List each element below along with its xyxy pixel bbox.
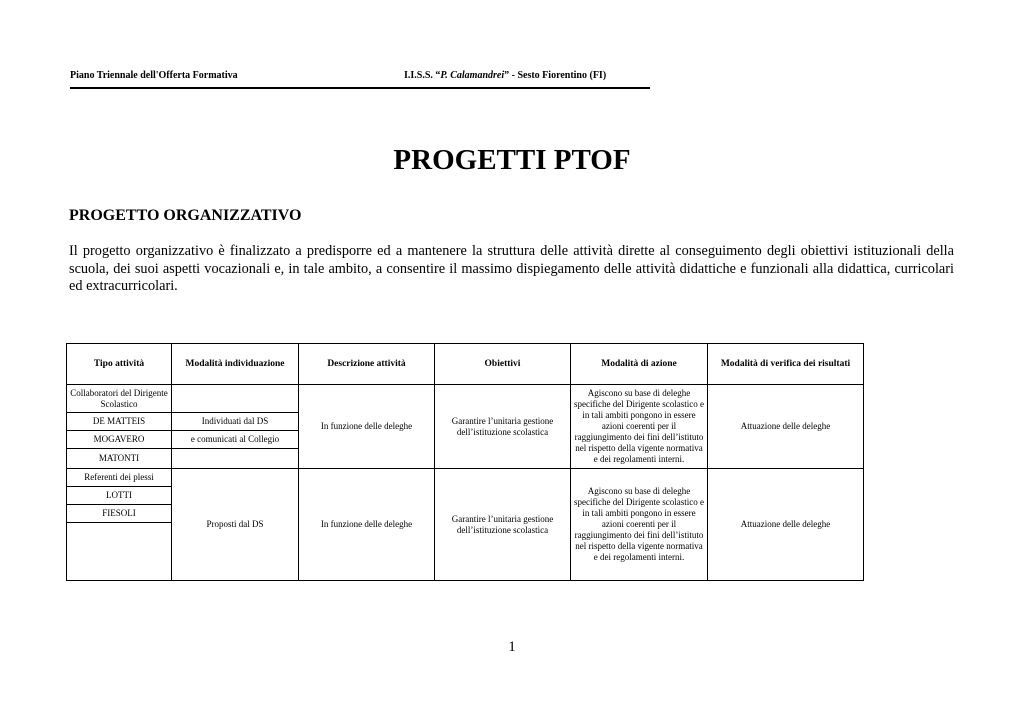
projects-table [66,343,864,581]
table-cell: In funzione delle deleghe [299,469,435,581]
header-school-italic: P. Calamandrei [440,70,505,81]
table-cell: Agiscono su base di deleghe specifiche del Dirigente scolastico e in tali ambiti pongono in essere azioni coerenti per il raggiungimento dei fini dell’istituto nel rispetto della vigente normativa e dei regolamenti interni. [571,469,708,581]
column-header: Obiettivi [435,344,571,385]
table-cell: Agiscono su base di deleghe specifiche del Dirigente scolastico e in tali ambiti pongono in essere azioni coerenti per il raggiungimento dei fini dell’istituto nel rispetto della vigente normativa e dei regolamenti interni. [571,385,708,469]
column-header: Modalità individuazione [172,344,299,385]
header-school-prefix: I.I.S.S. “ [404,70,441,81]
column-header: Tipo attività [67,344,172,385]
table-cell: In funzione delle deleghe [299,385,435,469]
page-title: PROGETTI PTOF [393,144,631,176]
page-number: 1 [508,639,516,655]
table-cell: Attuazione delle deleghe [708,469,864,581]
table-row [67,469,864,487]
intro-paragraph: Il progetto organizzativo è finalizzato a predisporre ed a mantenere la struttura delle attività dirette al conseguimento degli obiettivi istituzionali della scuola, dei suoi aspetti vocazionali e, in tale ambito, a consentire il massimo dispiegamento delle attività didattiche e funzionali alla didattica, curricolari ed extracurricolari. [69,243,954,294]
table-cell: Referenti dei plessi [67,469,172,487]
column-header: Modalità di azione [571,344,708,385]
header-document-title: Piano Triennale dell'Offerta Formativa [70,70,238,81]
header-school-suffix: ” - Sesto Fiorentino (FI) [504,70,607,81]
column-header: Modalità di verifica dei risultati [708,344,864,385]
section-subtitle: PROGETTO ORGANIZZATIVO [69,207,302,224]
table-cell: MOGAVERO [67,431,172,449]
table-cell: DE MATTEIS [67,413,172,431]
column-header: Descrizione attività [299,344,435,385]
page-header [70,70,650,89]
table-header-row [67,344,864,385]
table-cell: Garantire l’unitaria gestione dell’istituzione scolastica [435,469,571,581]
table-row [67,385,864,413]
table-cell: Attuazione delle deleghe [708,385,864,469]
table-cell: MATONTI [67,449,172,469]
table-cell: Proposti dal DS [172,469,299,581]
header-school-name [404,70,606,81]
table-cell [172,449,299,469]
table-cell [172,385,299,413]
table-cell: Collaboratori del Dirigente Scolastico [67,385,172,413]
table-cell: Garantire l’unitaria gestione dell’istituzione scolastica [435,385,571,469]
table-cell: LOTTI [67,487,172,505]
table-cell [67,523,172,581]
table-cell: e comunicati al Collegio [172,431,299,449]
table-cell: Individuati dal DS [172,413,299,431]
table-cell: FIESOLI [67,505,172,523]
